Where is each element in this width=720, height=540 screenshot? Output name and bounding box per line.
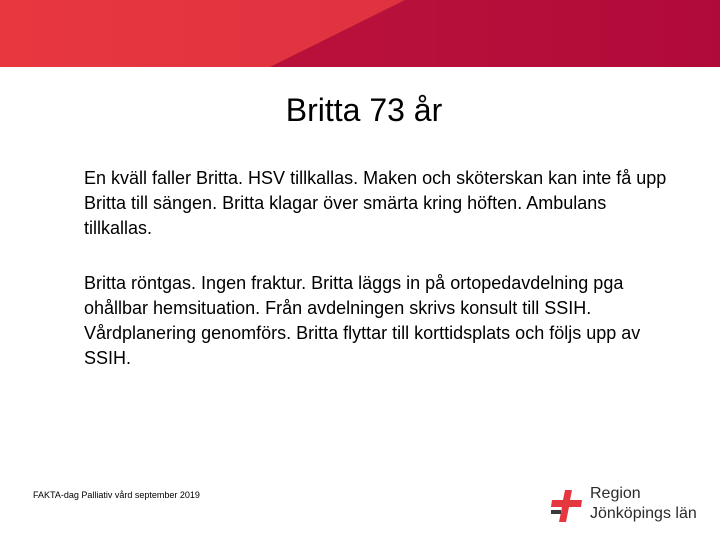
logo-wordmark	[590, 484, 697, 524]
region-logo	[548, 482, 708, 528]
body-paragraph-2: Britta röntgas. Ingen fraktur. Britta läggs in på ortopedavdelning pga ohållbar hemsituation. Från avdelningen skrivs konsult till SSIH. Vårdplanering genomförs. Britta flyttar till korttidsplats och följs upp av SSIH.	[84, 273, 641, 368]
top-color-band	[0, 0, 720, 67]
body-paragraph-1: En kväll faller Britta. HSV tillkallas. Maken och sköterskan kan inte få upp Britta till sängen. Britta klagar över smärta kring höften. Ambulans tillkallas.	[84, 168, 667, 238]
logo-line-region: Region	[590, 485, 641, 502]
footer-text: FAKTA-dag Palliativ vård september 2019	[33, 490, 200, 500]
slide-title: Britta 73 år	[285, 92, 443, 128]
logo-line-county: Jönköpings län	[590, 505, 697, 522]
cross-logo-icon	[548, 486, 586, 524]
